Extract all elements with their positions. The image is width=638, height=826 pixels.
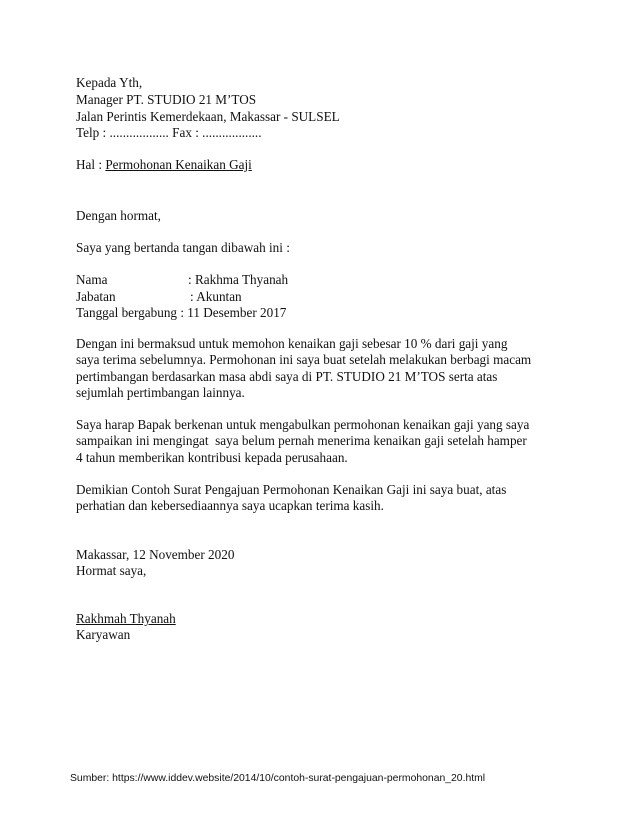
field-jabatan-value: : Akuntan — [190, 289, 242, 304]
paragraph1-line: Dengan ini bermaksud untuk memohon kenaikan gaji sebesar 10 % dari gaji yang — [76, 336, 508, 351]
signer-name: Rakhmah Thyanah — [76, 611, 176, 626]
subject-label: Hal : — [76, 157, 106, 172]
regards: Hormat saya, — [76, 563, 147, 578]
paragraph3-line: perhatian dan kebersediaannya saya ucapkan terima kasih. — [76, 498, 384, 513]
field-tanggal-label: Tanggal bergabung — [76, 305, 178, 320]
field-tanggal-value: : 11 Desember 2017 — [177, 305, 287, 320]
field-tanggal — [76, 305, 286, 321]
source-citation: Sumber: https://www.iddev.website/2014/10/contoh-surat-pengajuan-permohonan_20.html — [70, 773, 486, 784]
field-nama-value: : Rakhma Thyanah — [188, 272, 289, 287]
paragraph3-line: Demikian Contoh Surat Pengajuan Permohonan Kenaikan Gaji ini saya buat, atas — [76, 482, 507, 497]
salutation: Dengan hormat, — [76, 208, 161, 223]
recipient-contact: Telp : .................. Fax : .................. — [76, 125, 262, 140]
paragraph1-line: pertimbangan berdasarkan masa abdi saya di PT. STUDIO 21 M’TOS serta atas — [76, 369, 498, 384]
field-jabatan-label: Jabatan — [76, 289, 116, 304]
intro-text: Saya yang bertanda tangan dibawah ini : — [76, 240, 290, 255]
signer-title: Karyawan — [76, 627, 131, 642]
field-jabatan — [76, 289, 242, 305]
field-nama-label: Nama — [76, 272, 108, 287]
paragraph2-line: sampaikan ini mengingat saya belum pernah menerima kenaikan gaji setelah hamper — [76, 433, 527, 448]
place-date: Makassar, 12 November 2020 — [76, 547, 235, 562]
recipient-address: Jalan Perintis Kemerdekaan, Makassar - SULSEL — [76, 109, 340, 124]
field-nama — [76, 272, 288, 288]
subject-line — [76, 157, 252, 173]
paragraph2-line: 4 tahun memberikan kontribusi kepada perusahaan. — [76, 450, 348, 465]
paragraph2-line: Saya harap Bapak berkenan untuk mengabulkan permohonan kenaikan gaji yang saya — [76, 417, 530, 432]
recipient-greeting: Kepada Yth, — [76, 75, 143, 90]
paragraph1-line: sejumlah pertimbangan lainnya. — [76, 385, 245, 400]
subject-text: Permohonan Kenaikan Gaji — [105, 157, 252, 172]
recipient-position: Manager PT. STUDIO 21 M’TOS — [76, 92, 257, 107]
paragraph1-line: saya terima sebelumnya. Permohonan ini saya buat setelah melakukan berbagi macam — [76, 352, 532, 367]
